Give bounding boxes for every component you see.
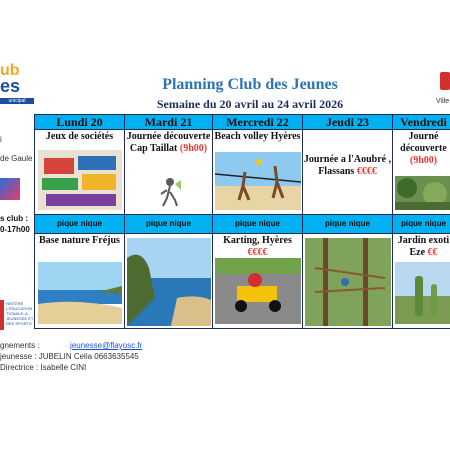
morning-row [35, 130, 450, 215]
garden-photo [395, 176, 450, 210]
day-header-row [35, 115, 450, 130]
activity-mardi-afternoon [125, 234, 213, 329]
activity-vendredi-morning: Journé découverte (9h00) [393, 130, 450, 215]
city-label: Ville [436, 98, 450, 105]
activity-mardi-morning: Journée découverte Cap Taillat (9h00) [125, 130, 213, 215]
footer-contacts: gnements : jeunesse@flayosc.fr [0, 341, 143, 350]
lunch-mercredi: pique nique [213, 215, 303, 234]
sidebar-club-label: s club : [0, 214, 29, 223]
activity-mercredi-afternoon: Karting, Hyères €€€€ [213, 234, 303, 329]
page-subtitle: Semaine du 20 avril au 24 avril 2026 [156, 97, 344, 111]
lunch-row [35, 215, 450, 234]
activity-mercredi-morning: Beach volley Hyères [213, 130, 303, 215]
lunch-lundi: pique nique [35, 215, 125, 234]
ministry-seal: NISTÈRE L'ÉDUCATION TIONALE, A JEUNESSE ET DES SPORTS [0, 300, 34, 330]
contact-email-link[interactable]: jeunesse@flayosc.fr [70, 341, 143, 350]
seal-bar [0, 300, 4, 330]
afternoon-row [35, 234, 450, 329]
page-title: Planning Club des Jeunes [162, 76, 338, 93]
day-header-mardi: Mardi 21 [125, 115, 213, 130]
lunch-mardi: pique nique [125, 215, 213, 234]
day-header-mercredi: Mercredi 22 [213, 115, 303, 130]
board-games-photo [38, 150, 122, 210]
activity-vendredi-afternoon: Jardin exoti Eze €€ [393, 234, 450, 329]
lunch-jeudi: pique nique [303, 215, 393, 234]
activity-lundi-morning: Jeux de sociétés [35, 130, 125, 215]
lunch-vendredi: pique nique [393, 215, 450, 234]
activity-jeudi-morning: Journée a l'Aoubré , Flassans €€€€ [303, 130, 393, 215]
day-header-lundi: Lundi 20 [35, 115, 125, 130]
sidebar-photo [0, 178, 20, 200]
day-header-jeudi: Jeudi 23 [303, 115, 393, 130]
cap-taillat-photo [127, 238, 211, 326]
club-logo: ub es unicipal [0, 62, 34, 104]
sidebar-address: de Gaule [0, 154, 33, 163]
day-header-vendredi: Vendredi [393, 115, 450, 130]
activity-lundi-afternoon: Base nature Fréjus [35, 234, 125, 329]
city-logo-icon [440, 72, 450, 90]
jardin-exotique-photo [395, 262, 450, 324]
karting-photo [215, 258, 301, 324]
beach-volley-photo [215, 152, 301, 210]
sidebar-mark: i [0, 135, 2, 144]
activity-jeudi-afternoon [303, 234, 393, 329]
planning-table [34, 114, 450, 329]
accrobranche-photo [305, 238, 391, 326]
footer-youth-contact: jeunesse : JUBELIN Celia 0663635545 [0, 352, 139, 361]
planning-grid [34, 114, 450, 330]
hiking-sign-icon [153, 174, 187, 210]
sidebar-hours: 0-17h00 [0, 225, 30, 234]
frejus-beach-photo [38, 262, 122, 324]
footer-director: Directrice : Isabelle CINI [0, 363, 87, 372]
